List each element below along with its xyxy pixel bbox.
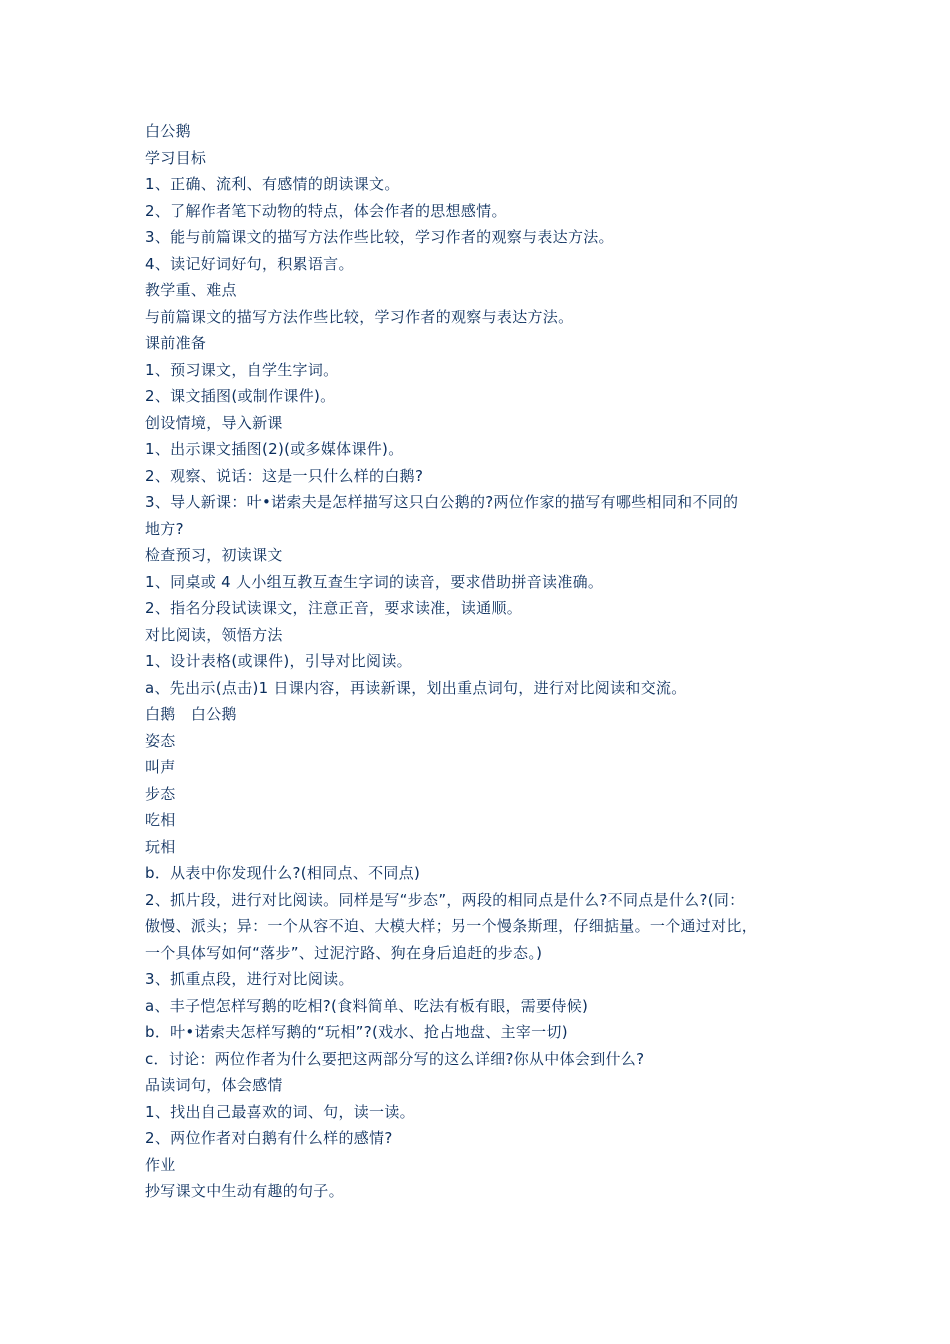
document-line: 1、正确、流利、有感情的朗读课文。 — [145, 175, 400, 193]
document-line: 1、设计表格(或课件)，引导对比阅读。 — [145, 652, 412, 670]
document-line: 步态 — [145, 784, 176, 803]
document-line: 玩相 — [145, 837, 176, 856]
document-line: 教学重、难点 — [145, 281, 237, 299]
document-line: 2、课文插图(或制作课件)。 — [145, 387, 336, 405]
document-line: b．从表中你发现什么?(相同点、不同点) — [145, 864, 421, 882]
document-line: 与前篇课文的描写方法作些比较，学习作者的观察与表达方法。 — [145, 307, 574, 326]
document-line: 3、能与前篇课文的描写方法作些比较，学习作者的观察与表达方法。 — [145, 228, 614, 246]
document-body — [145, 118, 825, 1205]
document-line: 2、抓片段，进行对比阅读。同样是写“步态”，两段的相同点是什么?不同点是什么?(同： — [145, 890, 745, 909]
document-line: 1、找出自己最喜欢的词、句，读一读。 — [145, 1102, 415, 1121]
document-line: 检查预习，初读课文 — [145, 546, 283, 564]
document-line: 1、预习课文，自学生字词。 — [145, 360, 339, 379]
document-line: 品读词句，体会感情 — [145, 1076, 283, 1094]
document-line: a、丰子恺怎样写鹅的吃相?(食料简单、吃法有板有眼，需要侍候) — [145, 996, 589, 1015]
document-line: 抄写课文中生动有趣的句子。 — [145, 1182, 344, 1200]
document-line: 1、出示课文插图(2)(或多媒体课件)。 — [145, 440, 404, 458]
document-line: 1、同桌或 4 人小组互教互查生字词的读音，要求借助拼音读准确。 — [145, 572, 604, 591]
document-line: 叫声 — [145, 758, 176, 776]
document-line: 3、导人新课：叶•诺索夫是怎样描写这只白公鹅的?两位作家的描写有哪些相同和不同的 — [145, 493, 739, 511]
document-line: 白鹅 白公鹅 — [145, 705, 237, 723]
document-title: 白公鹅 — [145, 122, 191, 140]
document-line: 2、两位作者对白鹅有什么样的感情? — [145, 1129, 393, 1147]
document-line: a、先出示(点击)1 日课内容，再读新课，划出重点词句，进行对比阅读和交流。 — [145, 678, 687, 697]
document-line: 地方? — [145, 519, 184, 538]
document-line: 2、指名分段试读课文，注意正音，要求读准，读通顺。 — [145, 599, 523, 617]
document-line: 2、了解作者笔下动物的特点，体会作者的思想感情。 — [145, 201, 507, 220]
document-line: 作业 — [145, 1155, 176, 1174]
document-line: b．叶•诺索夫怎样写鹅的“玩相”?(戏水、抢占地盘、主宰一切) — [145, 1023, 568, 1041]
document-line: 3、抓重点段，进行对比阅读。 — [145, 970, 354, 988]
document-lines — [145, 145, 825, 1205]
document-line: 姿态 — [145, 731, 176, 750]
document-line: 学习目标 — [145, 148, 207, 167]
document-line: 一个具体写如何“落步”、过泥泞路、狗在身后追赶的步态。) — [145, 943, 543, 962]
document-line: 傲慢、派头；异：一个从容不迫、大模大样；另一个慢条斯理，仔细掂量。一个通过对比， — [145, 917, 758, 935]
document-line: 2、观察、说话：这是一只什么样的白鹅? — [145, 466, 424, 485]
document-line: 课前准备 — [145, 334, 207, 352]
document-line: 吃相 — [145, 811, 176, 829]
document-line: 4、读记好词好句，积累语言。 — [145, 254, 354, 273]
document-line: 对比阅读，领悟方法 — [145, 625, 283, 644]
document-line: c．讨论：两位作者为什么要把这两部分写的这么详细?你从中体会到什么? — [145, 1049, 645, 1068]
document-line: 创设情境，导入新课 — [145, 413, 283, 432]
